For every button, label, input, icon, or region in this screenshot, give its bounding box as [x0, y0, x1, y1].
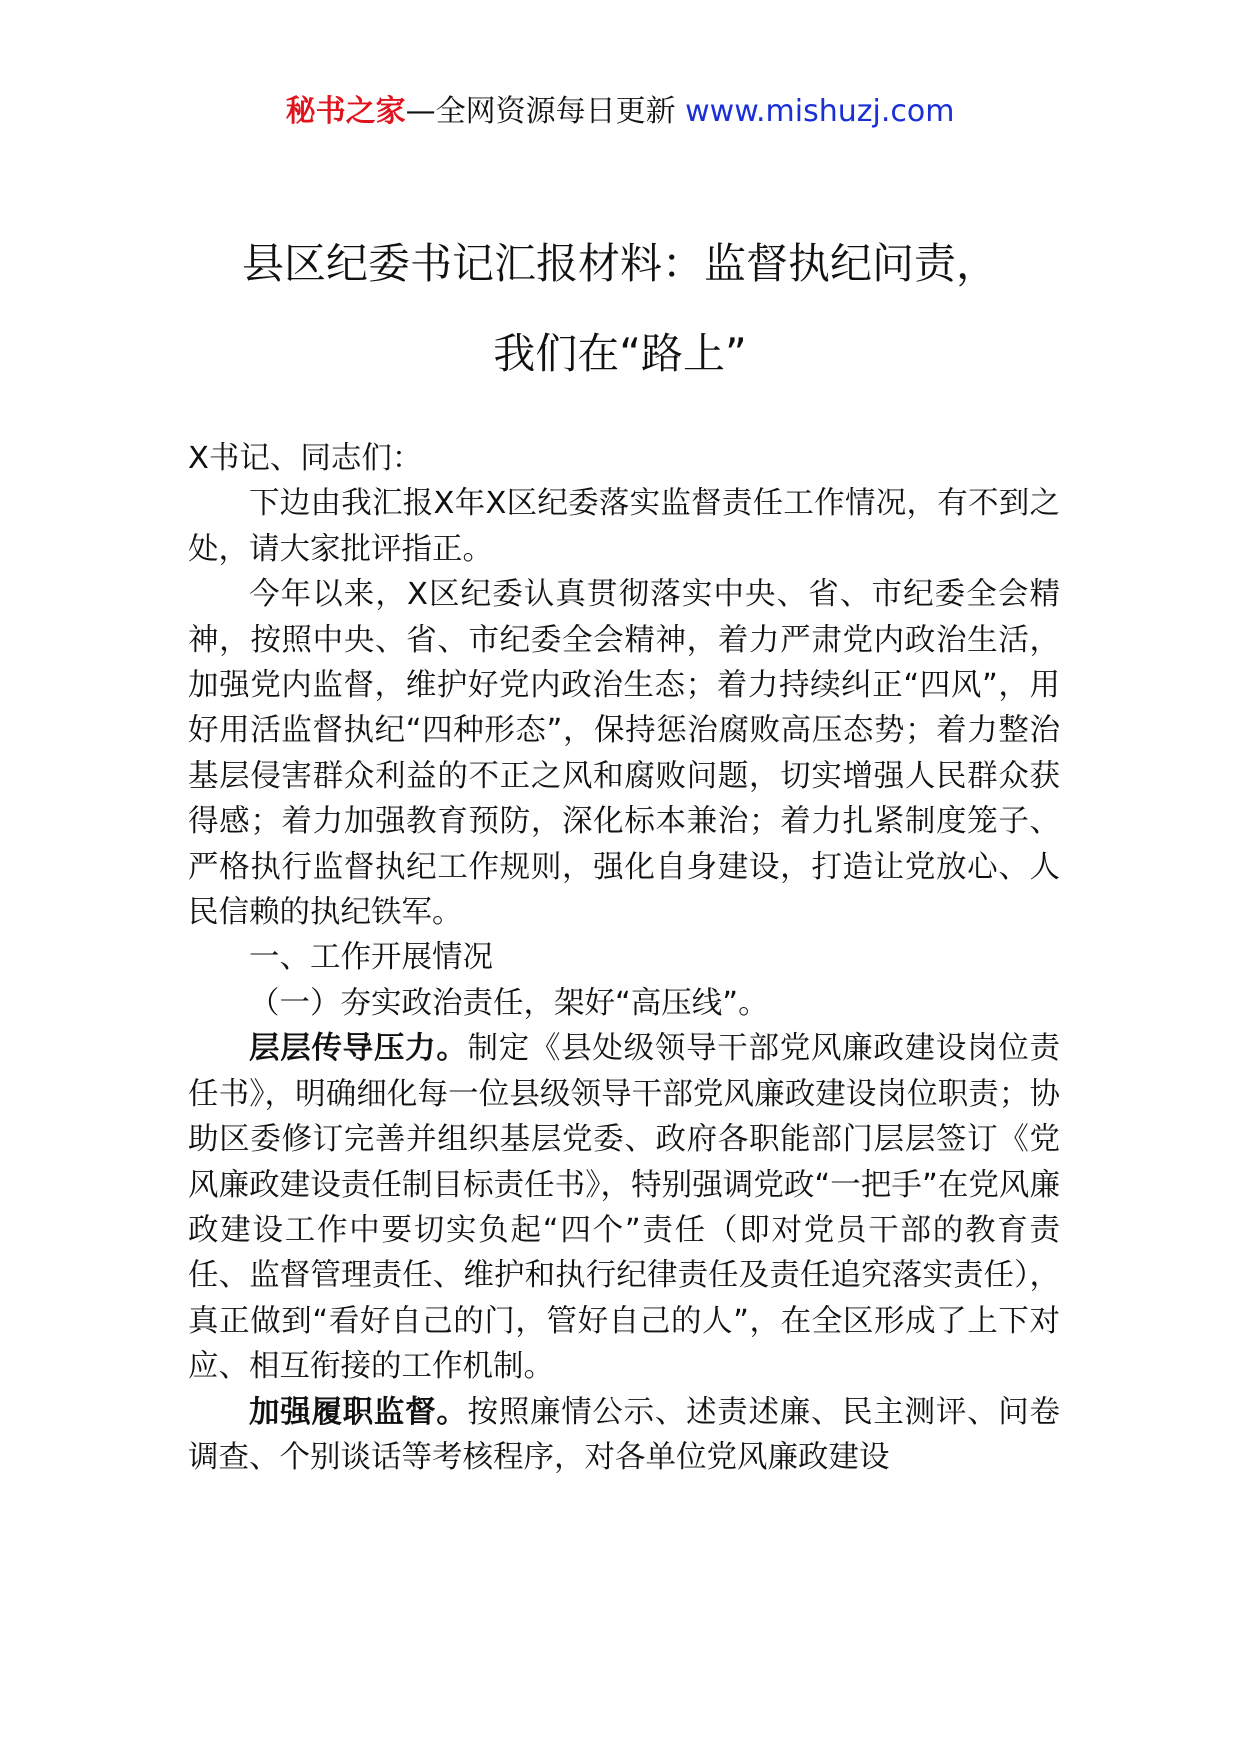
- site-banner: [0, 92, 1240, 132]
- paragraph-intro: 下边由我汇报X年X区纪委落实监督责任工作情况，有不到之处，请大家批评指正。: [188, 486, 1060, 567]
- paragraph-supervision-text: 按照廉情公示、述责述廉、民主测评、问卷调查、个别谈话等考核程序，对各单位党风廉政建设: [188, 1394, 1061, 1475]
- document-title-line-1: 县区纪委书记汇报材料：监督执纪问责，: [241, 239, 998, 288]
- subsection-heading: （一）夯实政治责任，架好“高压线”。: [249, 985, 769, 1021]
- brand-name: 秘书之家: [285, 94, 406, 129]
- salutation: X书记、同志们：: [188, 441, 423, 476]
- paragraph-pressure-lead: 层层传导压力。: [249, 1031, 468, 1067]
- paragraph-pressure: [188, 1026, 1060, 1389]
- paragraph-supervision: [188, 1390, 1060, 1481]
- section-heading: 一、工作开展情况: [249, 940, 493, 976]
- paragraph-supervision-lead: 加强履职监督。: [249, 1394, 468, 1430]
- banner-tagline: —全网资源每日更新: [405, 94, 686, 129]
- document-title-line-2: 我们在“路上”: [493, 329, 747, 378]
- paragraph-pressure-text: 制定《县处级领导干部党风廉政建设岗位责任书》，明确细化每一位县级领导干部党风廉政建设岗位职责；协助区委修订完善并组织基层党委、政府各职能部门层层签订《党风廉政建设责任制目标责任书》，特别强调党政“一把手”在党风廉政建设工作中要切实负起“四个”责任（即对党员干部的教育责任、监督管理责任、维护和执行纪律责任及责任追究落实责任），真正做到“看好自己的门，管好自己的人”，在全区形成了上下对应、相互衔接的工作机制。: [188, 1031, 1061, 1385]
- site-url: www.mishuzj.com: [685, 94, 955, 129]
- paragraph-overview: 今年以来，X区纪委认真贯彻落实中央、省、市纪委全会精神，按照中央、省、市纪委全会精神，着力严肃党内政治生活，加强党内监督，维护好党内政治生态；着力持续纠正“四风”，用好用活监督执纪“四种形态”，保持惩治腐败高压态势；着力整治基层侵害群众利益的不正之风和腐败问题，切实增强人民群众获得感；着力加强教育预防，深化标本兼治；着力扎紧制度笼子、严格执行监督执纪工作规则，强化自身建设，打造让党放心、人民信赖的执纪铁军。: [188, 577, 1060, 931]
- document-body: [188, 436, 1060, 1480]
